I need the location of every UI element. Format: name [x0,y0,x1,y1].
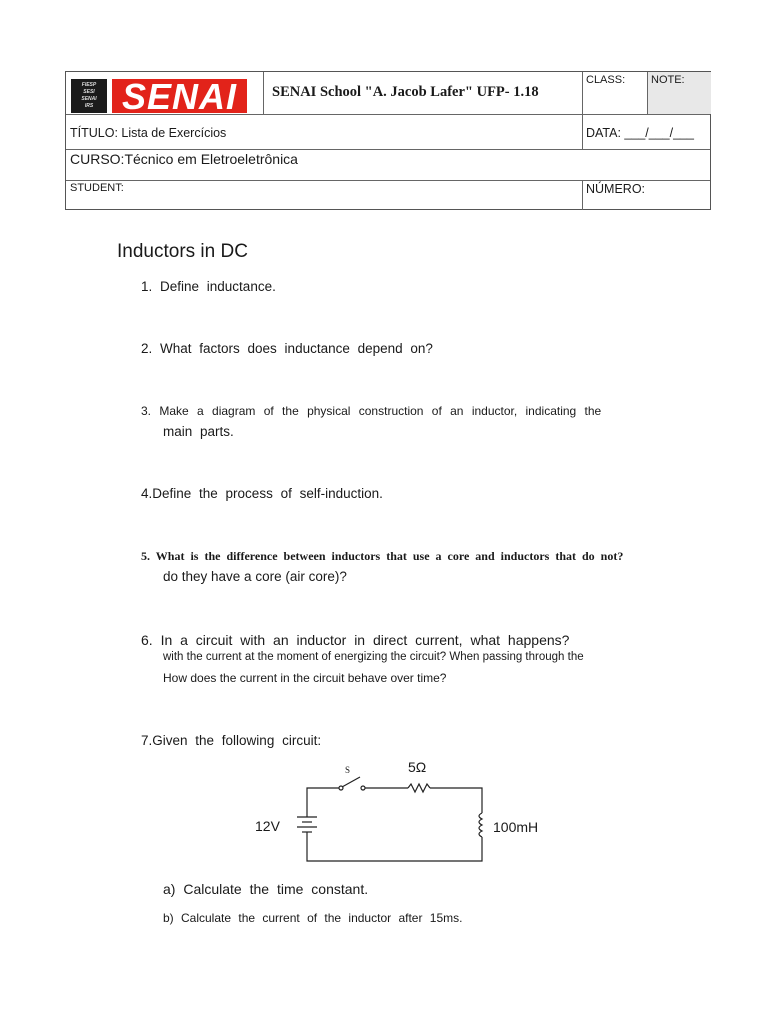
question-6-line-2: with the current at the moment of energizing the circuit? When passing through the [163,651,584,663]
switch-blade [342,777,360,787]
question-6-line-3: How does the current in the circuit behave over time? [163,671,447,685]
question-7a: a) Calculate the time constant. [163,881,369,897]
question-2: 2. What factors does inductance depend on? [141,341,433,356]
header-table [65,71,711,210]
divider [582,72,583,149]
question-5-line-1: 5. What is the difference between inductors that use a core and inductors that do not? [141,549,624,563]
divider [66,180,710,181]
divider [263,72,264,114]
divider [66,149,710,150]
resistor-symbol [408,784,430,792]
circuit-svg [252,755,552,870]
wire-top-right [430,788,482,813]
circuit-diagram [252,755,552,870]
question-6-line-1: 6. In a circuit with an inductor in direct current, what happens? [141,632,570,648]
senai-logo-text: SENAI [122,76,238,117]
student-label: STUDENT: [70,182,124,194]
titulo-label: TÍTULO: Lista de Exercícios [70,126,227,140]
wire-bottom [307,835,482,861]
divider [582,180,583,210]
note-label: NOTE: [651,74,685,86]
resistor-label: 5Ω [408,759,427,775]
question-5-line-2: do they have a core (air core)? [163,569,347,584]
inductor-label: 100mH [493,819,539,835]
numero-label: NÚMERO: [586,182,646,196]
question-4: 4.Define the process of self-induction. [141,486,383,501]
wire-top-left [307,788,339,817]
question-3-line-1: 3. Make a diagram of the physical construction of an inductor, indicating the [141,404,602,418]
question-3-line-2: main parts. [163,424,234,439]
divider [647,72,648,114]
page-title: Inductors in DC [117,241,248,262]
school-name: SENAI School "A. Jacob Lafer" UFP- 1.18 [272,84,539,100]
inductor-symbol [479,813,482,837]
switch-contact-right [361,786,365,790]
question-7b: b) Calculate the current of the inductor after 15ms. [163,911,463,925]
fiesp-logo: FIESP SESI SENAI IRS [71,79,107,113]
question-7: 7.Given the following circuit: [141,733,322,748]
switch-label: S [345,765,351,775]
senai-logo [112,76,247,117]
curso-label: CURSO:Técnico em Eletroeletrônica [70,151,298,167]
source-label: 12V [255,818,280,834]
question-1: 1. Define inductance. [141,279,276,294]
class-label: CLASS: [586,74,626,86]
data-label: DATA: ___/___/___ [586,126,694,140]
